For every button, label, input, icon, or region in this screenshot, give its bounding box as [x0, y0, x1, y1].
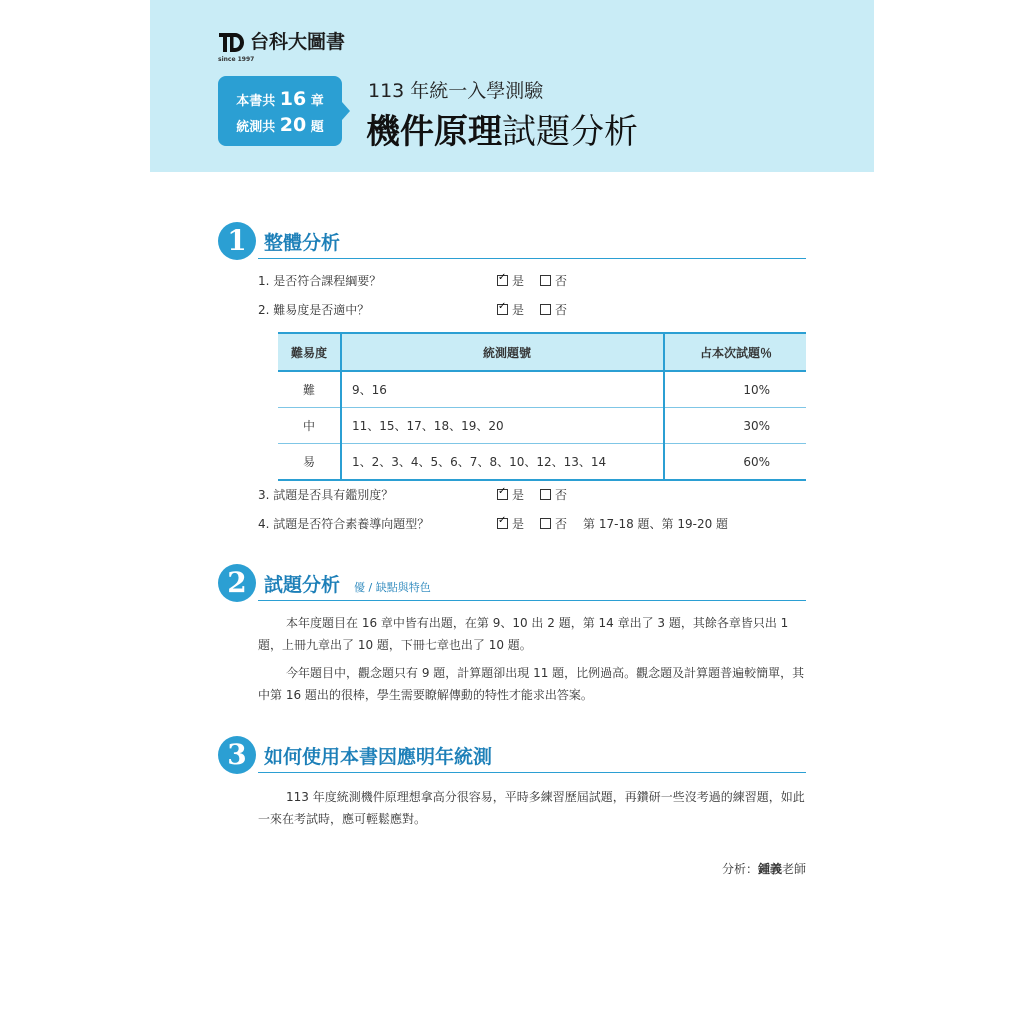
badge-chapters: 本書共 16 章 — [236, 88, 324, 110]
header-scalloped-edge — [150, 164, 874, 174]
table-header: 統測題號 — [341, 333, 664, 371]
analyst-signature: 分析：鍾義老師 — [721, 862, 806, 876]
question-2: 2. 難易度是否適中？ — [258, 303, 370, 317]
unchecked-box-icon — [540, 489, 551, 500]
analyst-name: 鍾義 — [757, 862, 782, 876]
percentage: 60% — [664, 444, 806, 481]
section-2-heading — [218, 564, 806, 608]
table-header: 占本次試題％ — [664, 333, 806, 371]
table-row — [278, 408, 806, 444]
unchecked-box-icon — [540, 304, 551, 315]
question-numbers: 9、16 — [341, 371, 664, 408]
answer-4: ✓ 是 否 第 17-18 題、第 19-20 題 — [497, 515, 728, 532]
unchecked-box-icon — [540, 275, 551, 286]
section-rule — [258, 772, 806, 773]
badge-questions: 統測共 20 題 — [236, 114, 324, 136]
checked-box-icon — [497, 489, 508, 500]
analysis-paragraph-2: 今年題目中，觀念題只有 9 題，計算題卻出現 11 題，比例過高。觀念題及計算題普遍較簡單，其中第 16 題出的很棒，學生需要瞭解傳動的特性才能求出答案。 — [258, 666, 805, 702]
chapter-count-badge — [218, 76, 342, 146]
page-title: 機件原理試題分析 — [366, 112, 638, 152]
section-number: 1 — [218, 222, 256, 260]
section-number: 3 — [218, 736, 256, 774]
percentage: 10% — [664, 371, 806, 408]
section-1-heading — [218, 222, 806, 266]
checked-box-icon — [497, 518, 508, 529]
usage-paragraph: 113 年度統測機件原理想拿高分很容易，平時多練習歷屆試題，再鑽研一些沒考過的練習題，如此一來在考試時，應可輕鬆應對。 — [258, 790, 805, 826]
percentage: 30% — [664, 408, 806, 444]
section-title: 整體分析 — [264, 232, 341, 254]
difficulty-level: 易 — [278, 444, 341, 481]
difficulty-level: 難 — [278, 371, 341, 408]
question-numbers: 1、2、3、4、5、6、7、8、10、12、13、14 — [341, 444, 664, 481]
answer-1: ✓ 是 否 — [497, 272, 567, 289]
answer-2: ✓ 是 否 — [497, 301, 567, 318]
section-rule — [258, 600, 806, 601]
exam-subtitle: 113 年統一入學測驗 — [368, 80, 544, 102]
section-3-heading — [218, 736, 806, 780]
section-number: 2 — [218, 564, 256, 602]
question-numbers: 11、15、17、18、19、20 — [341, 408, 664, 444]
header-banner — [150, 0, 874, 172]
publisher-logo-icon — [218, 30, 244, 58]
table-row — [278, 444, 806, 481]
page — [150, 0, 874, 1024]
table-row — [278, 371, 806, 408]
difficulty-level: 中 — [278, 408, 341, 444]
question-4: 4. 試題是否符合素養導向題型？ — [258, 517, 430, 531]
checked-box-icon — [497, 304, 508, 315]
section-subtitle: 優 / 缺點與特色 — [354, 581, 431, 594]
publisher-logo — [218, 30, 346, 63]
answer-3: ✓ 是 否 — [497, 486, 567, 503]
analysis-paragraph-1: 本年度題目在 16 章中皆有出題，在第 9、10 出 2 題，第 14 章出了 3 題，其餘各章皆只出 1 題，上冊九章出了 10 題，下冊七章也出了 10 題。 — [258, 616, 789, 652]
unchecked-box-icon — [540, 518, 551, 529]
publisher-name: 台科大圖書 — [250, 31, 346, 53]
checked-box-icon — [497, 275, 508, 286]
section-title: 如何使用本書因應明年統測 — [264, 746, 493, 768]
question-3: 3. 試題是否具有鑑別度？ — [258, 488, 394, 502]
section-rule — [258, 258, 806, 259]
table-header-row — [278, 333, 806, 371]
section-title: 試題分析 優 / 缺點與特色 — [264, 574, 431, 596]
difficulty-table — [278, 332, 806, 481]
question-1: 1. 是否符合課程綱要？ — [258, 274, 382, 288]
table-header: 難易度 — [278, 333, 341, 371]
publisher-since: since 1997 — [218, 56, 255, 63]
question-4-note: 第 17-18 題、第 19-20 題 — [583, 517, 729, 531]
